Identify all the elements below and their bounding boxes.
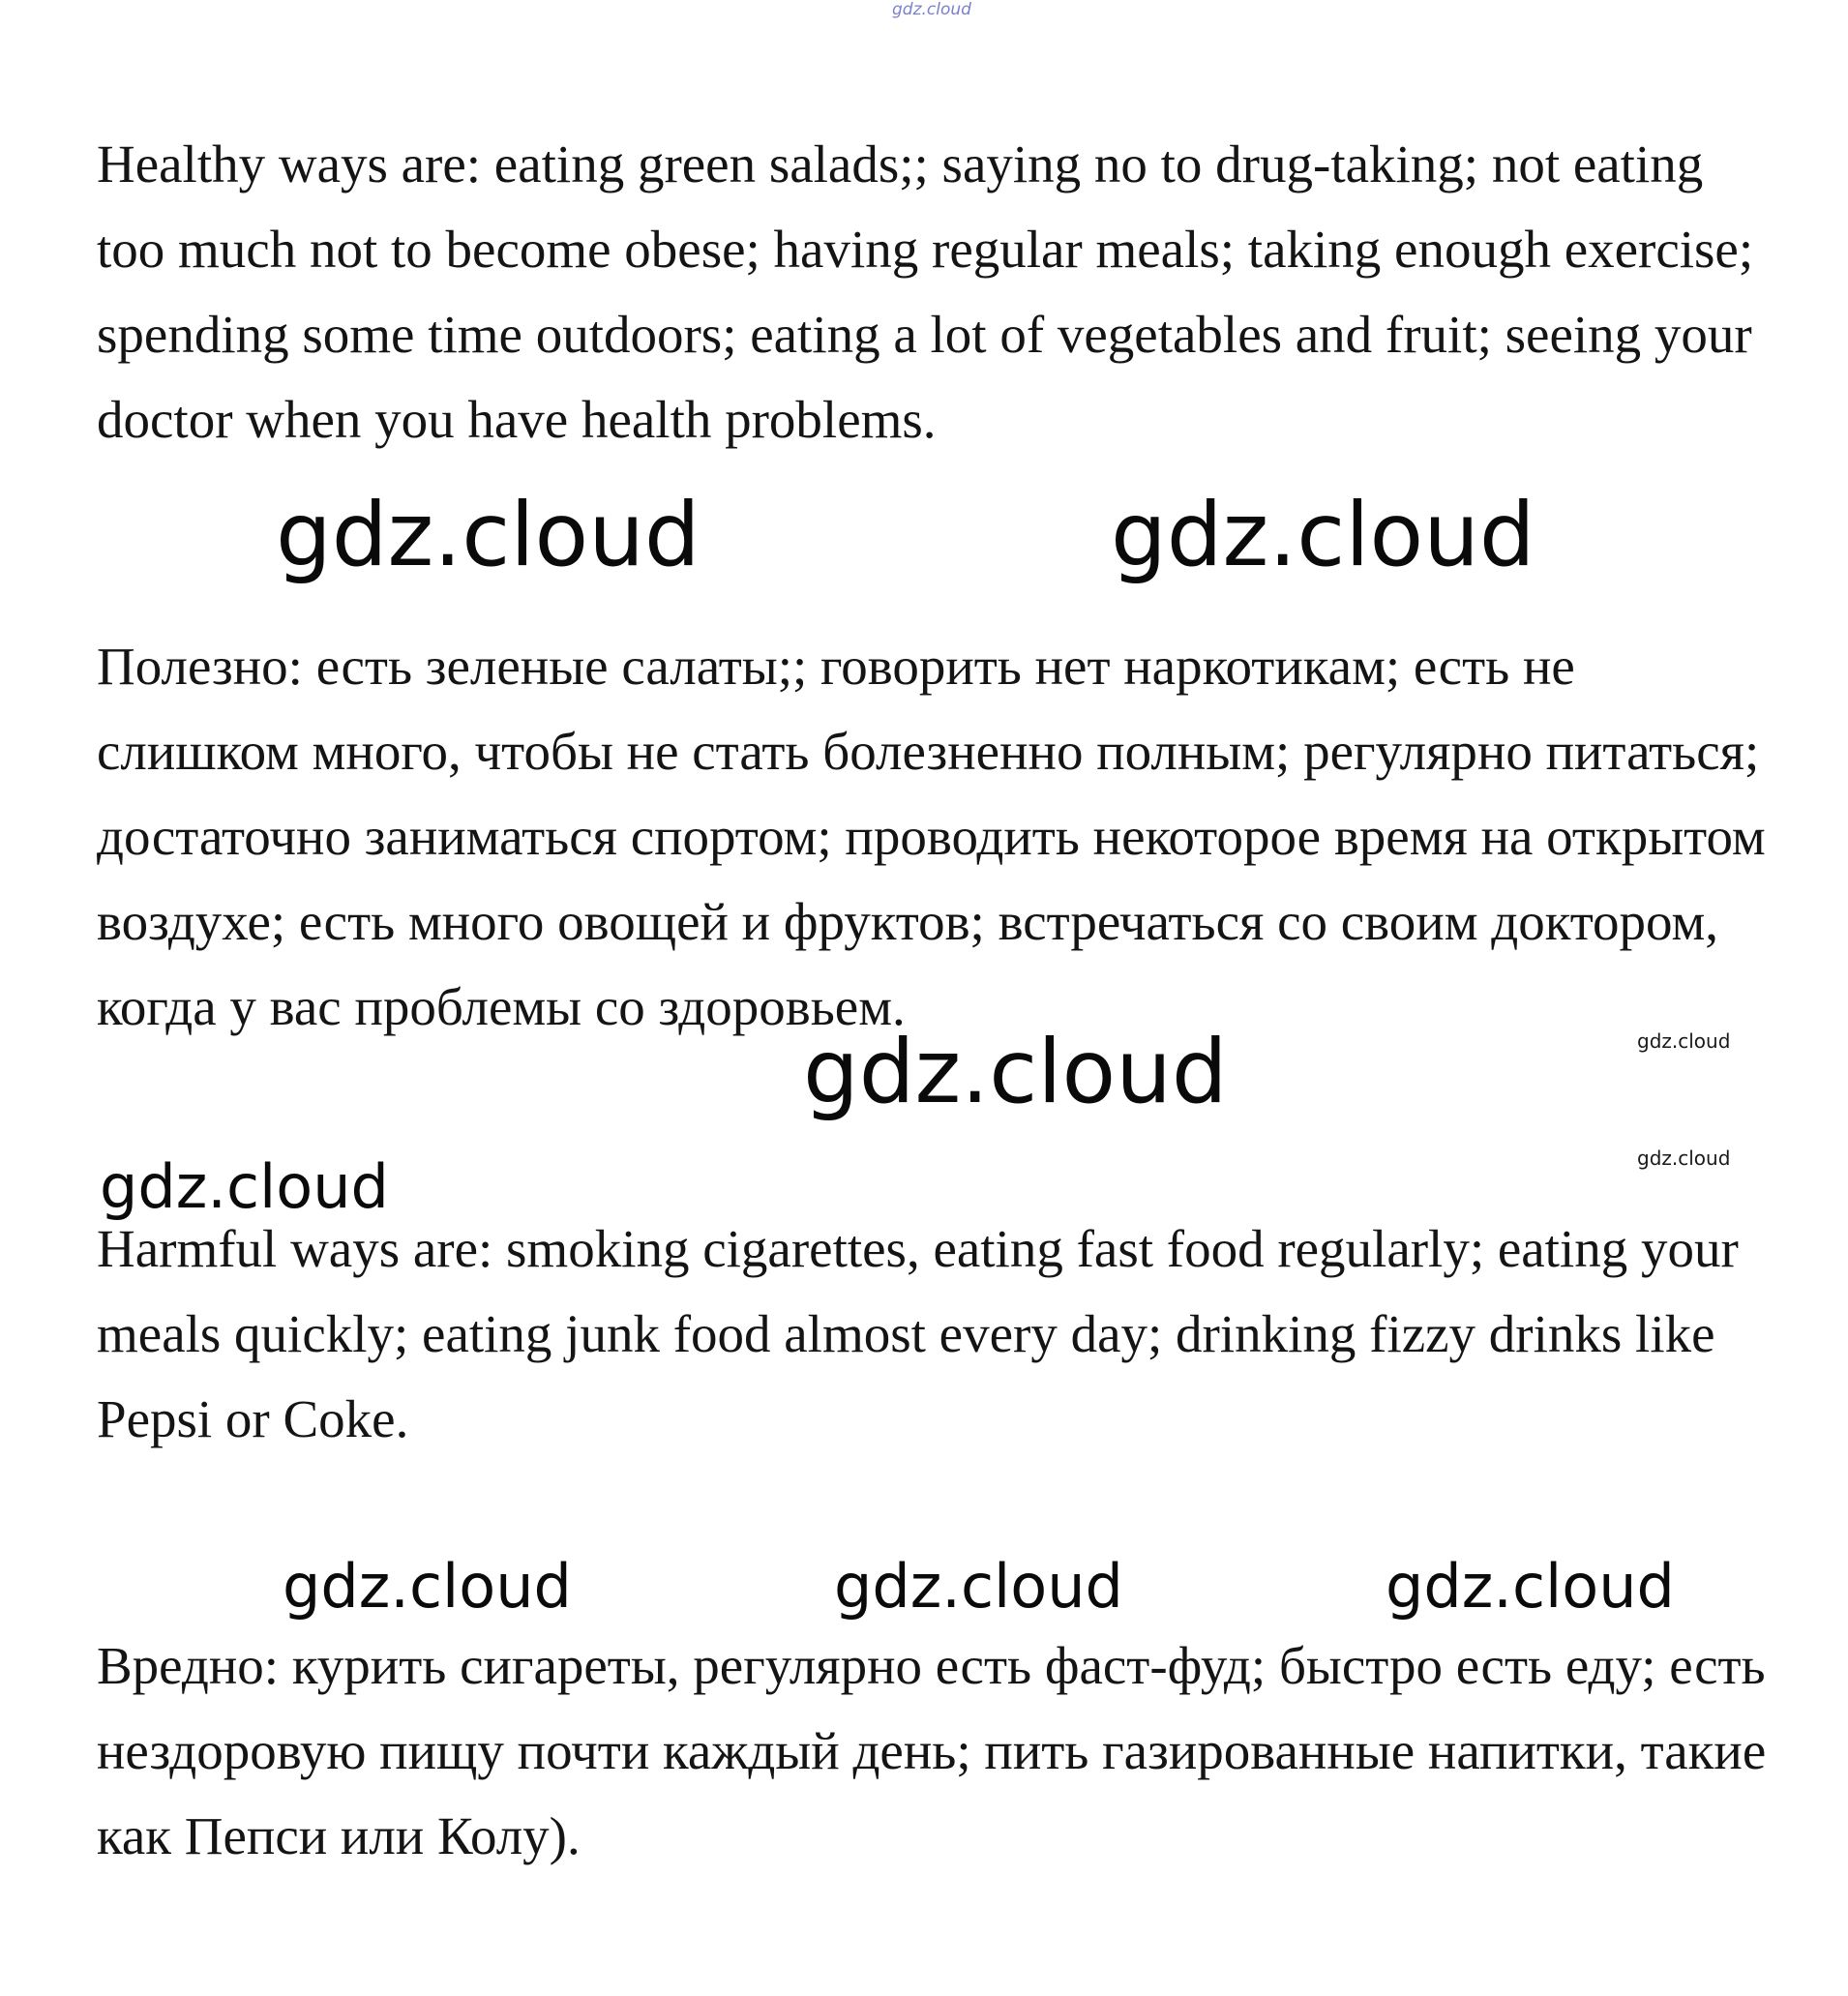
paragraph-harmful-ways-ru: Вредно: курить сигареты, регулярно есть фаст-фуд; быстро есть еду; есть нездоровую пищу почти каждый день; пить газированные напитки, такие как Пепси или Колу). (97, 1636, 1767, 1865)
watermark-3: gdz.cloud (803, 1022, 1228, 1123)
watermark-7: gdz.cloud (1386, 1551, 1675, 1622)
watermark-4: gdz.cloud (100, 1151, 389, 1222)
watermark-6: gdz.cloud (834, 1551, 1123, 1622)
watermark-small-2: gdz.cloud (1637, 1147, 1731, 1170)
watermark-1: gdz.cloud (276, 485, 700, 586)
paragraph-healthy-ways-en: Healthy ways are: eating green salads;; saying no to drug-taking; not eating too much not to become obese; having regular meals; taking enough exercise; spending some time outdoors; eating a lot of vegetables and fruit; seeing your doctor when you have health problems. (97, 134, 1754, 449)
watermark-small-1: gdz.cloud (1637, 1029, 1731, 1053)
watermark-2: gdz.cloud (1111, 485, 1535, 586)
paragraph-healthy-ways-ru: Полезно: есть зеленые салаты;; говорить нет наркотикам; есть не слишком много, чтобы не стать болезненно полным; регулярно питаться; достаточно заниматься спортом; проводить некоторое время на открытом воздухе; есть много овощей и фруктов; встречаться со своим доктором, когда у вас проблемы со здоровьем. (97, 637, 1766, 1036)
paragraph-harmful-ways-en: Harmful ways are: smoking cigarettes, eating fast food regularly; eating your meals quickly; eating junk food almost every day; drinking fizzy drinks like Pepsi or Coke. (97, 1219, 1739, 1448)
watermark-top: gdz.cloud (892, 0, 971, 19)
watermark-5: gdz.cloud (283, 1551, 572, 1622)
